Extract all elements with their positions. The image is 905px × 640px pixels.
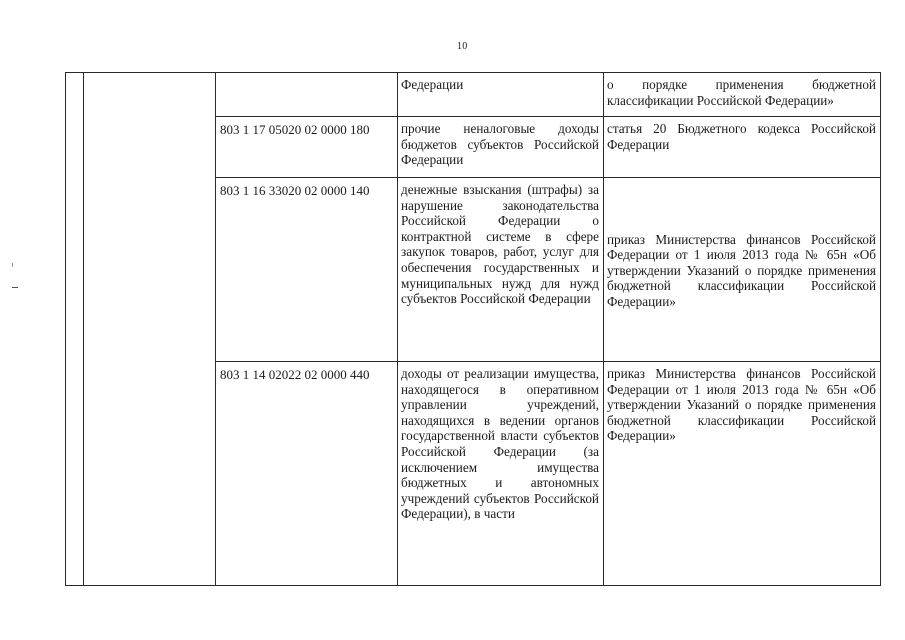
budget-code: 803 1 14 02022 02 0000 440 bbox=[220, 367, 370, 382]
page-number: 10 bbox=[457, 41, 468, 52]
code-cell bbox=[216, 178, 398, 362]
legal-basis: о порядке применения бюджетной классификации Российской Федерации» bbox=[607, 77, 876, 108]
income-name: доходы от реализации имущества, находящегося в оперативном управлении учреждений, находящихся в ведении органов государственной власти субъектов Российской Федерации (за исключением имущества бюджетных и автономных учреждений субъектов Российской Федерации), в части bbox=[401, 366, 599, 522]
income-name: денежные взыскания (штрафы) за нарушение законодательства Российской Федерации о контрактной системе в сфере закупок товаров, работ, услуг для обеспечения государственных и муниципальных нужд для нужд субъектов Российской Федерации bbox=[401, 182, 599, 307]
budget-classification-table bbox=[65, 72, 881, 586]
basis-cell bbox=[604, 178, 881, 362]
table-row bbox=[66, 73, 881, 117]
code-cell bbox=[216, 362, 398, 586]
budget-code: 803 1 16 33020 02 0000 140 bbox=[220, 183, 370, 198]
basis-cell bbox=[604, 362, 881, 586]
legal-basis: статья 20 Бюджетного кодекса Российской Федерации bbox=[607, 121, 876, 152]
legal-basis: приказ Министерства финансов Российской Федерации от 1 июля 2013 года № 65н «Об утверждении Указаний о порядке применения бюджетной классификации Российской Федерации» bbox=[607, 366, 876, 444]
name-cell bbox=[398, 178, 604, 362]
legal-basis: приказ Министерства финансов Российской Федерации от 1 июля 2013 года № 65н «Об утверждении Указаний о порядке применения бюджетной классификации Российской Федерации» bbox=[607, 231, 876, 309]
scan-mark bbox=[12, 287, 18, 288]
name-cell bbox=[398, 73, 604, 117]
administrator-column-cell bbox=[84, 73, 216, 586]
budget-code bbox=[216, 73, 397, 80]
name-cell bbox=[398, 117, 604, 178]
basis-cell bbox=[604, 117, 881, 178]
income-name: прочие неналоговые доходы бюджетов субъектов Российской Федерации bbox=[401, 121, 599, 168]
income-name: Федерации bbox=[401, 77, 464, 92]
code-cell bbox=[216, 73, 398, 117]
number-column-cell bbox=[66, 73, 84, 586]
name-cell bbox=[398, 362, 604, 586]
basis-cell bbox=[604, 73, 881, 117]
scan-mark bbox=[12, 263, 13, 267]
budget-code: 803 1 17 05020 02 0000 180 bbox=[220, 122, 370, 137]
code-cell bbox=[216, 117, 398, 178]
